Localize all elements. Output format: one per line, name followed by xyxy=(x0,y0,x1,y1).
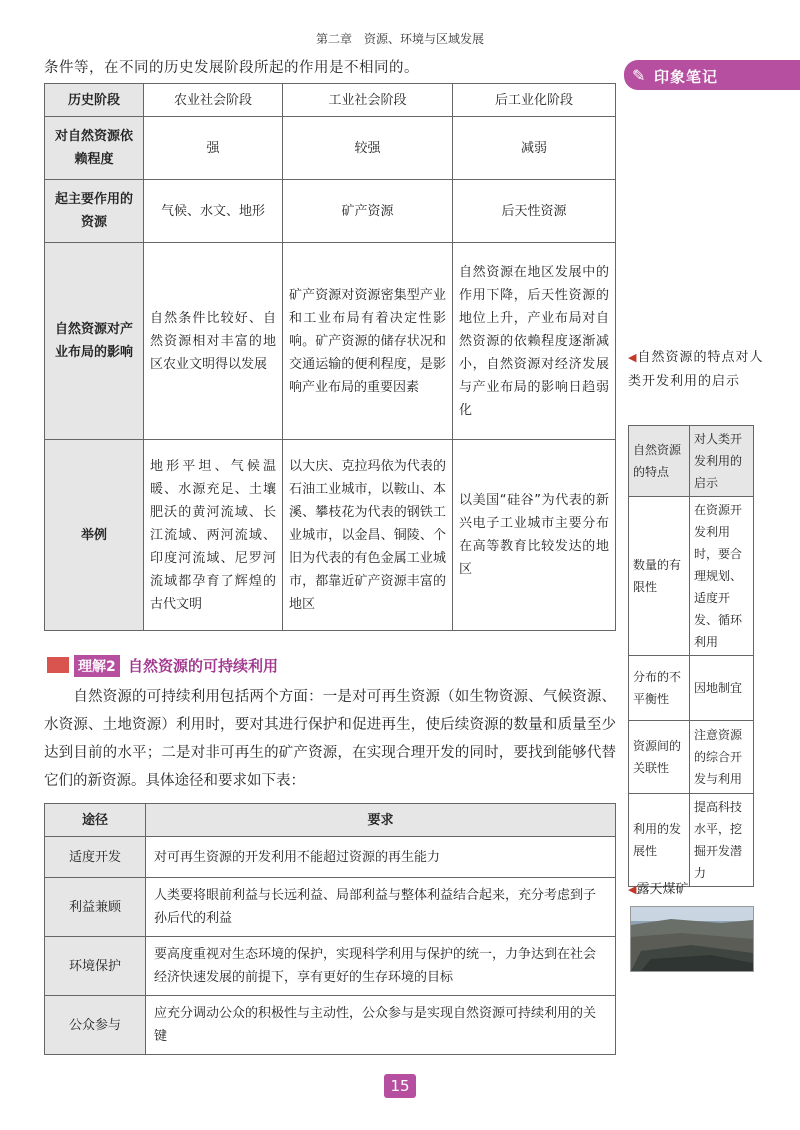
table-cell: 自然条件比较好、自然资源相对丰富的地区农业文明得以发展 xyxy=(144,243,283,440)
feature-note: 因地制宜 xyxy=(690,656,754,721)
requirement-cell: 应充分调动公众的积极性与主动性，公众参与是实现自然资源可持续利用的关键 xyxy=(146,996,616,1055)
table-header: 对人类开发利用的启示 xyxy=(690,426,754,497)
table-header: 农业社会阶段 xyxy=(144,84,283,117)
table-cell: 强 xyxy=(144,117,283,180)
table-header: 后工业化阶段 xyxy=(452,84,615,117)
table-cell: 自然资源在地区发展中的作用下降，后天性资源的地位上升，产业布局对自然资源的依赖程度逐渐减小，自然资源对经济发展与产业布局的影响日趋弱化 xyxy=(452,243,615,440)
feature-label: 资源间的关联性 xyxy=(629,721,690,794)
section-label: 理解2 xyxy=(74,655,120,677)
requirement-cell: 对可再生资源的开发利用不能超过资源的再生能力 xyxy=(146,837,616,878)
table-cell: 减弱 xyxy=(452,117,615,180)
table-cell: 较强 xyxy=(283,117,453,180)
feature-note: 在资源开发利用时，要合理规划、适度开发、循环利用 xyxy=(690,497,754,656)
way-label: 适度开发 xyxy=(45,837,146,878)
body-paragraph-text: 自然资源的可持续利用包括两个方面：一是对可再生资源（如生物资源、气候资源、水资源、土地资源）利用时，要对其进行保护和促进再生，使后续资源的数量和质量至少达到目前的水平；二是对非可再生的矿产资源，在实现合理开发的同时，要找到能够代替它们的新资源。具体途径和要求如下表： xyxy=(44,689,616,789)
table-cell: 以美国“硅谷”为代表的新兴电子工业城市主要分布在高等教育比较发达的地区 xyxy=(452,440,615,631)
table-cell: 矿产资源对资源密集型产业和工业布局有着决定性影响。矿产资源的储存状况和交通运输的便利程度，是影响产业布局的重要因素 xyxy=(283,243,453,440)
note-badge-label: 印象笔记 xyxy=(654,68,719,86)
table-cell: 后天性资源 xyxy=(452,180,615,243)
row-label: 起主要作用的资源 xyxy=(45,180,144,243)
section-title: 自然资源的可持续利用 xyxy=(128,657,279,675)
side-note-caption xyxy=(628,346,768,394)
table-cell: 地形平坦、气候温暖、水源充足、土壤肥沃的黄河流域、长江流域、两河流域、印度河流域、尼罗河流域都孕育了辉煌的古代文明 xyxy=(144,440,283,631)
photo-caption xyxy=(628,878,688,897)
triangle-icon: ◀ xyxy=(628,351,638,364)
way-label: 公众参与 xyxy=(45,996,146,1055)
sustainable-use-table xyxy=(44,803,616,1055)
row-label: 自然资源对产业布局的影响 xyxy=(45,243,144,440)
table-cell: 矿产资源 xyxy=(283,180,453,243)
way-label: 环境保护 xyxy=(45,937,146,996)
table-header: 自然资源的特点 xyxy=(629,426,690,497)
table-header: 要求 xyxy=(146,804,616,837)
page-number: 15 xyxy=(384,1074,416,1098)
requirement-cell: 要高度重视对生态环境的保护，实现科学利用与保护的统一，力争达到在社会经济快速发展的前提下，享有更好的生存环境的目标 xyxy=(146,937,616,996)
row-label: 举例 xyxy=(45,440,144,631)
book-icon xyxy=(47,657,69,673)
table-cell: 以大庆、克拉玛依为代表的石油工业城市，以鞍山、本溪、攀枝花为代表的钢铁工业城市，以金昌、铜陵、个旧为代表的有色金属工业城市，都靠近矿产资源丰富的地区 xyxy=(283,440,453,631)
history-stage-table xyxy=(44,83,616,631)
table-cell: 气候、水文、地形 xyxy=(144,180,283,243)
feature-label: 利用的发展性 xyxy=(629,794,690,887)
table-header: 工业社会阶段 xyxy=(283,84,453,117)
open-pit-mine-photo xyxy=(630,906,754,972)
resource-feature-table xyxy=(628,425,754,887)
feature-label: 数量的有限性 xyxy=(629,497,690,656)
mine-illustration xyxy=(631,907,753,971)
way-label: 利益兼顾 xyxy=(45,878,146,937)
triangle-icon: ◀ xyxy=(628,883,637,896)
feature-note: 提高科技水平，挖掘开发潜力 xyxy=(690,794,754,887)
table-header: 途径 xyxy=(45,804,146,837)
table-header: 历史阶段 xyxy=(45,84,144,117)
elephant-icon: ✎ xyxy=(632,66,646,85)
feature-label: 分布的不平衡性 xyxy=(629,656,690,721)
intro-line: 条件等，在不同的历史发展阶段所起的作用是不相同的。 xyxy=(44,60,419,76)
body-paragraph xyxy=(44,683,616,795)
chapter-header: 第二章 资源、环境与区域发展 xyxy=(315,32,484,46)
photo-caption-text: 露天煤矿 xyxy=(636,882,689,897)
feature-note: 注意资源的综合开发与利用 xyxy=(690,721,754,794)
row-label: 对自然资源依赖程度 xyxy=(45,117,144,180)
side-note-caption-text: 自然资源的特点对人类开发利用的启示 xyxy=(628,350,764,389)
requirement-cell: 人类要将眼前利益与长远利益、局部利益与整体利益结合起来，充分考虑到子孙后代的利益 xyxy=(146,878,616,937)
